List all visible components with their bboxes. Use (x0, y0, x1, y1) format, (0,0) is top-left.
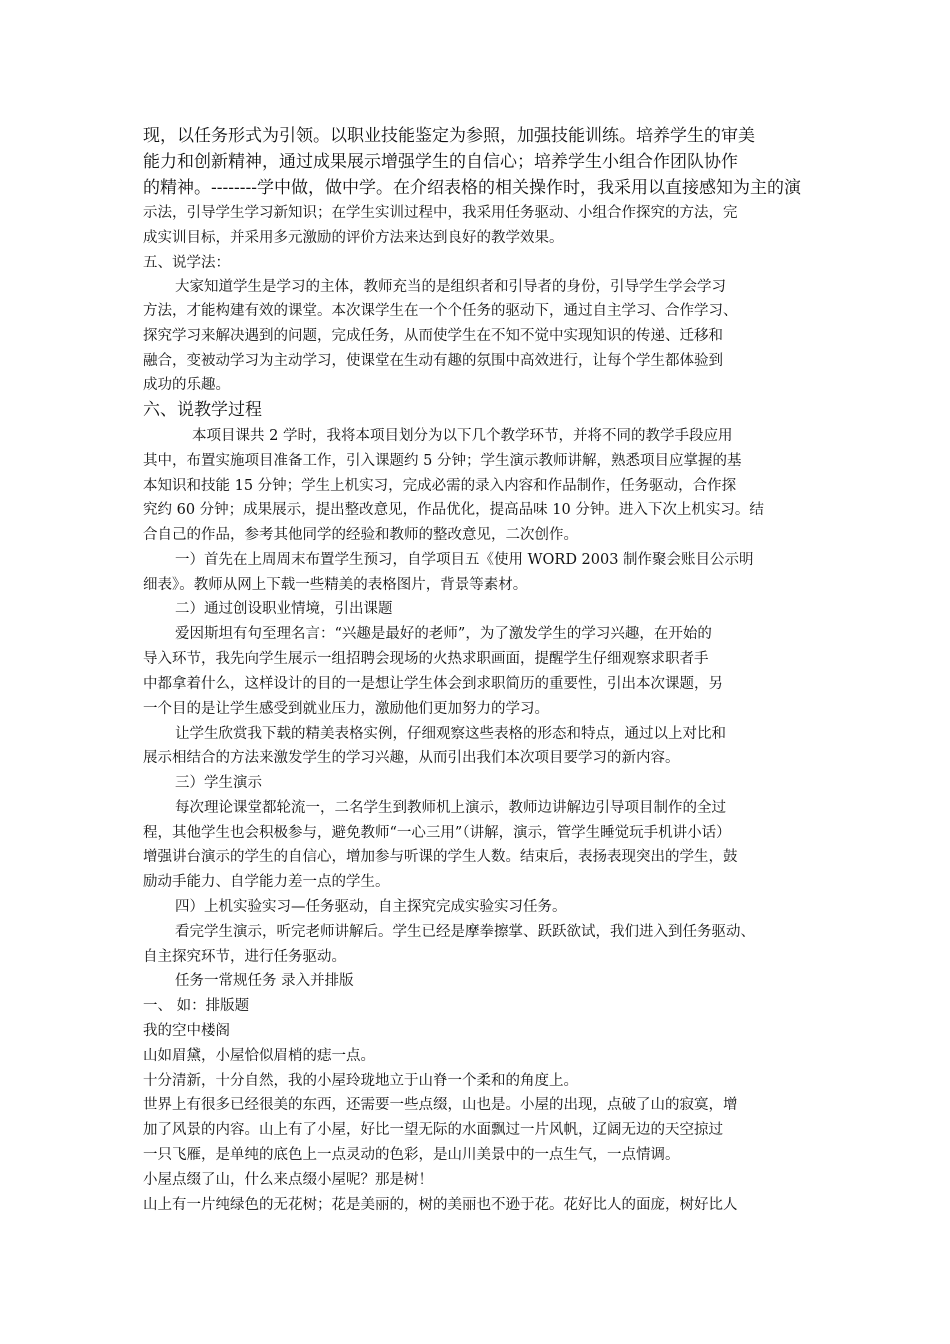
text-line: 方法，才能构建有效的课堂。本次课学生在一个个任务的驱动下，通过自主学习、合作学习、 (143, 303, 738, 319)
text-line: 示法，引导学生学习新知识；在学生实训过程中，我采用任务驱动、小组合作探究的方法，完 (143, 205, 738, 221)
section-heading: 六、说教学过程 (143, 400, 262, 420)
text-line: 山如眉黛，小屋恰似眉梢的痣一点。 (143, 1048, 375, 1064)
text-line: 每次理论课堂都轮流一，二名学生到教师机上演示，教师边讲解边引导项目制作的全过 (175, 800, 726, 816)
text-line: 能力和创新精神，通过成果展示增强学生的自信心；培养学生小组合作团队协作 (143, 152, 738, 172)
text-line: 合自己的作品，参考其他同学的经验和教师的整改意见，二次创作。 (143, 527, 578, 543)
text-line: 的精神。--------学中做，做中学。在介绍表格的相关操作时，我采用以直接感知为主的演 (143, 178, 801, 198)
text-line: 十分清新，十分自然，我的小屋玲珑地立于山脊一个柔和的角度上。 (143, 1073, 578, 1089)
text-line: 细表》。教师从网上下载一些精美的表格图片，背景等素材。 (143, 577, 528, 593)
text-line: 励动手能力、自学能力差一点的学生。 (143, 874, 390, 890)
text-line: 究约 60 分钟；成果展示，提出整改意见，作品优化，提高品味 10 分钟。进入下次上机实习。结 (143, 502, 764, 518)
task-title: 任务一常规任务 录入并排版 (175, 973, 354, 989)
text-line: 山上有一片纯绿色的无花树；花是美丽的，树的美丽也不逊于花。花好比人的面庞，树好比人 (143, 1197, 738, 1213)
section-heading: 五、说学法： (143, 255, 230, 271)
subheading: 二）通过创设职业情境，引出课题 (175, 601, 393, 617)
subheading: 三）学生演示 (175, 775, 262, 791)
text-line: 本项目课共 2 学时，我将本项目划分为以下几个教学环节，并将不同的教学手段应用 (192, 428, 733, 444)
text-line: 世界上有很多已经很美的东西，还需要一些点缀，山也是。小屋的出现，点破了山的寂寞，增 (143, 1097, 738, 1113)
text-line: 一只飞雁，是单纯的底色上一点灵动的色彩，是山川美景中的一点生气，一点情调。 (143, 1147, 680, 1163)
text-line: 融合，变被动学习为主动学习，使课堂在生动有趣的氛围中高效进行，让每个学生都体验到 (143, 353, 723, 369)
text-line: 展示相结合的方法来激发学生的学习兴趣，从而引出我们本次项目要学习的新内容。 (143, 750, 680, 766)
list-item: 一、 如：排版题 (143, 998, 250, 1014)
text-line: 大家知道学生是学习的主体，教师充当的是组织者和引导者的身份，引导学生学会学习 (175, 279, 726, 295)
text-line: 本知识和技能 15 分钟；学生上机实习，完成必需的录入内容和作品制作，任务驱动，合作探 (143, 478, 737, 494)
text-line: 一）首先在上周周末布置学生预习，自学项目五《使用 WORD 2003 制作聚会账目公示明 (175, 552, 754, 568)
sample-title: 我的空中楼阁 (143, 1023, 230, 1039)
text-line: 成功的乐趣。 (143, 377, 230, 393)
text-line: 自主探究环节，进行任务驱动。 (143, 949, 346, 965)
text-line: 探究学习来解决遇到的问题，完成任务，从而使学生在不知不觉中实现知识的传递、迁移和 (143, 328, 723, 344)
text-line: 看完学生演示，听完老师讲解后。学生已经是摩拳擦掌、跃跃欲试，我们进入到任务驱动、 (175, 924, 755, 940)
text-line: 其中，布置实施项目准备工作，引入课题约 5 分钟；学生演示教师讲解，熟悉项目应掌握的基 (143, 453, 742, 469)
text-line: 成实训目标，并采用多元激励的评价方法来达到良好的教学效果。 (143, 230, 564, 246)
text-line: 增强讲台演示的学生的自信心，增加参与听课的学生人数。结束后，表扬表现突出的学生，鼓 (143, 849, 738, 865)
text-line: 中都拿着什么，这样设计的目的一是想让学生体会到求职简历的重要性，引出本次课题，另 (143, 676, 723, 692)
text-line: 一个目的是让学生感受到就业压力，激励他们更加努力的学习。 (143, 701, 549, 717)
subheading: 四）上机实验实习—任务驱动，自主探究完成实验实习任务。 (175, 899, 567, 915)
text-line: 导入环节，我先向学生展示一组招聘会现场的火热求职画面，提醒学生仔细观察求职者手 (143, 651, 709, 667)
text-line: 爱因斯坦有句至理名言：“兴趣是最好的老师”，为了激发学生的学习兴趣，在开始的 (175, 626, 712, 642)
text-line: 程，其他学生也会积极参与，避免教师“一心三用”（讲解，演示，管学生睡觉玩手机讲小话） (143, 825, 731, 841)
text-line: 让学生欣赏我下载的精美表格实例，仔细观察这些表格的形态和特点，通过以上对比和 (175, 726, 726, 742)
text-line: 加了风景的内容。山上有了小屋，好比一望无际的水面飘过一片风帆，辽阔无边的天空掠过 (143, 1122, 723, 1138)
text-line: 小屋点缀了山，什么来点缀小屋呢？那是树！ (143, 1172, 433, 1188)
text-line: 现，以任务形式为引领。以职业技能鉴定为参照，加强技能训练。培养学生的审美 (143, 126, 755, 146)
